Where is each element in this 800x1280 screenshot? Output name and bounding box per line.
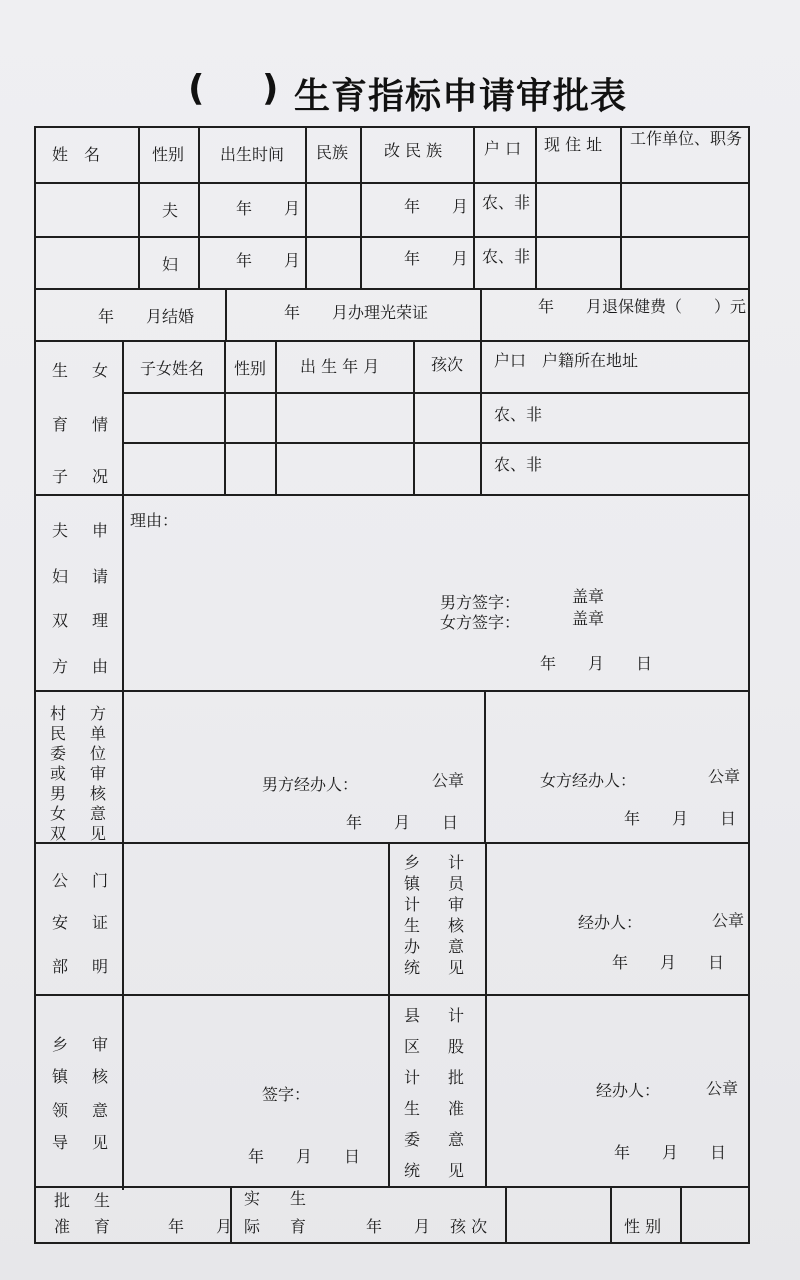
- child1-hukou: 农、非: [494, 405, 543, 424]
- county-approve-date: 年 月 日: [614, 1143, 727, 1162]
- husband-hukou: 农、非: [482, 193, 531, 212]
- female-sign-label: 女方签字：: [440, 613, 521, 632]
- side-char: 育: [52, 415, 69, 434]
- side-char: 况: [92, 467, 109, 486]
- side-char: 夫: [52, 521, 69, 540]
- bottom-char: 批: [54, 1191, 71, 1210]
- bottom-char: 育: [290, 1217, 307, 1236]
- header-changed-ethnicity: 改 民 族: [384, 141, 443, 160]
- county-planning-label-1: 县区计生委统: [403, 1006, 420, 1180]
- husband-birth: 年 月: [236, 199, 301, 218]
- village-side-label-2: 方单位审核意见: [89, 704, 106, 843]
- side-char: 明: [92, 957, 109, 976]
- side-char: 由: [92, 657, 109, 676]
- female-approve-date: 年 月 日: [624, 809, 737, 828]
- side-char: 理: [92, 611, 109, 630]
- county-handler-label: 经办人：: [596, 1081, 661, 1100]
- side-char: 证: [92, 913, 109, 932]
- side-char: 方: [52, 657, 69, 676]
- female-handler-label: 女方经办人：: [540, 771, 637, 790]
- bottom-char: 生: [94, 1191, 111, 1210]
- approved-birth-date: 年 月: [168, 1217, 233, 1236]
- bottom-char: 育: [94, 1217, 111, 1236]
- honor-cert-date: 年 月办理光荣证: [284, 303, 429, 322]
- side-char: 双: [52, 611, 69, 630]
- header-birth-time: 出生时间: [220, 145, 285, 164]
- side-char: 安: [52, 913, 69, 932]
- child2-hukou: 农、非: [494, 455, 543, 474]
- title-paren-open: (: [188, 68, 206, 109]
- male-approve-date: 年 月 日: [346, 813, 459, 832]
- header-ethnicity: 民族: [316, 143, 349, 162]
- wife-birth: 年 月: [236, 251, 301, 270]
- wife-label: 妇: [162, 255, 179, 274]
- husband-change: 年 月: [404, 197, 469, 216]
- child-gender-label: 性 别: [624, 1217, 662, 1236]
- child-order-label: 孩 次: [450, 1217, 488, 1236]
- leader-sign-label: 签字：: [262, 1085, 311, 1104]
- header-name: 姓 名: [52, 145, 101, 164]
- male-stamp-label: 盖章: [572, 587, 605, 606]
- side-char: 情: [92, 415, 109, 434]
- side-char: 女: [92, 361, 109, 380]
- side-char: 领: [52, 1101, 69, 1120]
- bottom-char: 准: [54, 1217, 71, 1236]
- side-char: 见: [92, 1133, 109, 1152]
- children-header-gender: 性别: [234, 359, 267, 378]
- town-planning-label-2: 计员审核意见: [447, 853, 464, 977]
- male-seal-label: 公章: [432, 771, 465, 790]
- side-char: 妇: [52, 567, 69, 586]
- county-seal-label: 公章: [706, 1079, 739, 1098]
- children-header-name: 子女姓名: [140, 359, 205, 378]
- header-hukou: 户 口: [484, 139, 522, 158]
- side-char: 乡: [52, 1035, 69, 1054]
- wife-hukou: 农、非: [482, 247, 531, 266]
- female-stamp-label: 盖章: [572, 609, 605, 628]
- leader-sign-date: 年 月 日: [248, 1147, 361, 1166]
- side-char: 审: [92, 1035, 109, 1054]
- title-text: 生育指标申请审批表: [294, 76, 628, 117]
- children-header-order: 孩次: [431, 355, 464, 374]
- bottom-char: 际: [244, 1217, 261, 1236]
- side-char: 意: [92, 1101, 109, 1120]
- side-char: 导: [52, 1133, 69, 1152]
- husband-label: 夫: [162, 201, 179, 220]
- pension-fee: 年 月退保健费（ ）元: [538, 297, 747, 316]
- town-approve-date: 年 月 日: [612, 953, 725, 972]
- marriage-date: 年 月结婚: [98, 307, 195, 326]
- actual-birth-date: 年 月: [366, 1217, 431, 1236]
- bottom-char: 生: [290, 1189, 307, 1208]
- header-gender: 性别: [152, 145, 185, 164]
- form-title: [170, 68, 640, 116]
- town-handler-label: 经办人：: [578, 913, 643, 932]
- bottom-char: 实: [244, 1189, 261, 1208]
- wife-change: 年 月: [404, 249, 469, 268]
- female-seal-label: 公章: [708, 767, 741, 786]
- male-sign-label: 男方签字：: [440, 593, 521, 612]
- side-char: 镇: [52, 1067, 69, 1086]
- side-char: 申: [92, 521, 109, 540]
- children-header-hukou-address: 户口 户籍所在地址: [494, 351, 639, 370]
- county-planning-label-2: 计股批准意见: [447, 1006, 464, 1180]
- town-seal-label: 公章: [712, 911, 745, 930]
- header-work-unit: 工作单位、职务: [630, 129, 743, 148]
- title-paren-close: ): [262, 68, 280, 109]
- reason-label: 理由：: [130, 511, 179, 530]
- side-char: 子: [52, 467, 69, 486]
- header-address: 现 住 址: [544, 135, 603, 154]
- side-char: 部: [52, 957, 69, 976]
- side-char: 门: [92, 871, 109, 890]
- children-header-birth: 出 生 年 月: [300, 357, 380, 376]
- village-side-label-1: 村民委或男女双: [49, 704, 66, 843]
- town-planning-label-1: 乡镇计生办统: [403, 853, 420, 977]
- side-char: 核: [92, 1067, 109, 1086]
- reason-date: 年 月 日: [540, 654, 653, 673]
- side-char: 公: [52, 871, 69, 890]
- side-char: 生: [52, 361, 69, 380]
- side-char: 请: [92, 567, 109, 586]
- male-handler-label: 男方经办人：: [262, 775, 359, 794]
